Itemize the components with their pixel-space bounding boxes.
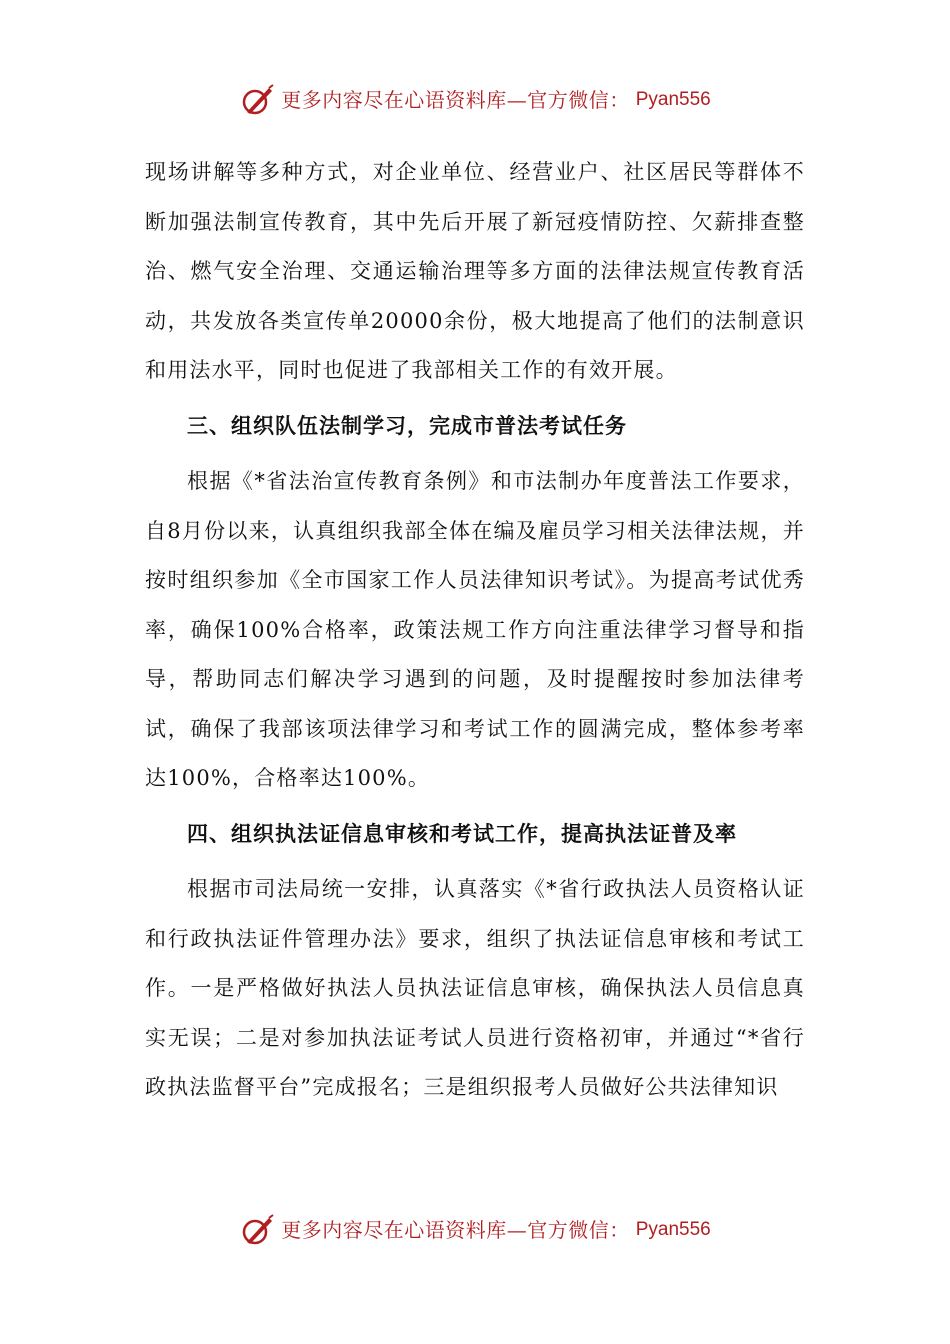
- paragraph-continued: 现场讲解等多种方式，对企业单位、经营业户、社区居民等群体不断加强法制宣传教育，其中先后开展了新冠疫情防控、欠薪排查整治、燃气安全治理、交通运输治理等多方面的法律法规宣传教育活动，共发放各类宣传单20000余份，极大地提高了他们的法制意识和用法水平，同时也促进了我部相关工作的有效开展。: [145, 160, 805, 382]
- section-4-heading: 四、组织执法证信息审核和考试工作，提高执法证普及率: [187, 821, 737, 846]
- section-3-heading: 三、组织队伍法制学习，完成市普法考试任务: [187, 413, 627, 438]
- pen-logo-icon: [239, 1212, 275, 1248]
- header-banner: [0, 78, 950, 122]
- banner-brand-text: 更多内容尽在心语资料库—官方微信：: [281, 88, 630, 112]
- banner-wechat-handle: Pyan556: [635, 89, 711, 110]
- section-3-body: 根据《*省法治宣传教育条例》和市法制办年度普法工作要求，自8月份以来，认真组织我部全体在编及雇员学习相关法律法规，并按时组织参加《全市国家工作人员法律知识考试》。为提高考试优秀率，确保100%合格率，政策法规工作方向注重法律学习督导和指导，帮助同志们解决学习遇到的问题，及时提醒按时参加法律考试，确保了我部该项法律学习和考试工作的圆满完成，整体参考率达100%，合格率达100%。: [145, 469, 805, 790]
- document-body: [145, 148, 805, 1113]
- pen-logo-icon: [239, 82, 275, 118]
- section-4-body: 根据市司法局统一安排，认真落实《*省行政执法人员资格认证和行政执法证件管理办法》要求，组织了执法证信息审核和考试工作。一是严格做好执法人员执法证信息审核，确保执法人员信息真实无误；二是对参加执法证考试人员进行资格初审，并通过“*省行政执法监督平台”完成报名；三是组织报考人员做好公共法律知识: [145, 877, 805, 1099]
- banner-wechat-handle: Pyan556: [635, 1219, 711, 1240]
- banner-brand-text: 更多内容尽在心语资料库—官方微信：: [281, 1218, 630, 1242]
- footer-banner: [0, 1208, 950, 1252]
